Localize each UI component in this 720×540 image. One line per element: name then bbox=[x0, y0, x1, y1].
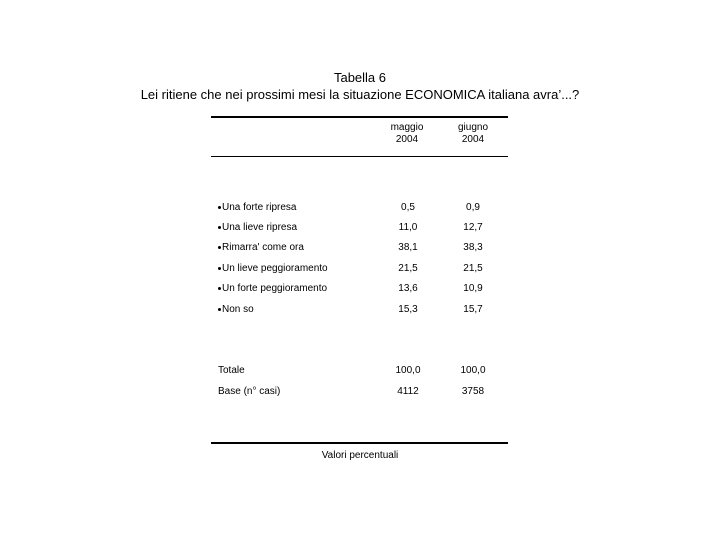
table-row bbox=[211, 304, 508, 318]
bullet-icon bbox=[218, 267, 221, 270]
row-value-maggio: 38,1 bbox=[398, 242, 418, 253]
row-value-maggio: 0,5 bbox=[401, 202, 415, 213]
row-value-maggio: 11,0 bbox=[398, 222, 418, 233]
column-header-line: maggio bbox=[390, 122, 424, 133]
row-label: Un lieve peggioramento bbox=[218, 263, 328, 274]
base-row bbox=[211, 386, 508, 400]
bullet-icon bbox=[218, 287, 221, 290]
row-value-maggio: 15,3 bbox=[398, 304, 418, 315]
base-value-maggio: 4112 bbox=[397, 386, 419, 397]
bottom-rule bbox=[211, 442, 508, 444]
table-title: Tabella 6 bbox=[333, 70, 387, 85]
column-header-line: giugno bbox=[457, 122, 489, 133]
top-rule bbox=[211, 116, 508, 118]
row-value-giugno: 10,9 bbox=[463, 283, 483, 294]
total-value-giugno: 100,0 bbox=[460, 365, 486, 376]
bullet-icon bbox=[218, 246, 221, 249]
row-label: Un forte peggioramento bbox=[218, 283, 327, 294]
row-label: Una forte ripresa bbox=[218, 202, 296, 213]
row-label: Una lieve ripresa bbox=[218, 222, 297, 233]
column-header-maggio bbox=[377, 122, 437, 146]
row-value-giugno: 0,9 bbox=[466, 202, 480, 213]
table-subtitle: Lei ritiene che nei prossimi mesi la situazione ECONOMICA italiana avra’...? bbox=[140, 87, 580, 102]
table-row bbox=[211, 263, 508, 277]
bullet-icon bbox=[218, 226, 221, 229]
row-label: Rimarra' come ora bbox=[218, 242, 304, 253]
header-rule bbox=[211, 156, 508, 157]
row-value-giugno: 21,5 bbox=[463, 263, 483, 274]
table-row bbox=[211, 202, 508, 216]
total-value-maggio: 100,0 bbox=[395, 365, 421, 376]
base-label: Base (n° casi) bbox=[218, 386, 281, 397]
column-header-line: 2004 bbox=[395, 134, 419, 145]
base-value-giugno: 3758 bbox=[461, 386, 485, 397]
table-row bbox=[211, 283, 508, 297]
footer-note: Valori percentuali bbox=[321, 450, 399, 461]
table-row bbox=[211, 222, 508, 236]
row-value-maggio: 13,6 bbox=[398, 283, 418, 294]
bullet-icon bbox=[218, 308, 221, 311]
column-header-giugno bbox=[443, 122, 503, 146]
total-row bbox=[211, 365, 508, 379]
row-value-maggio: 21,5 bbox=[398, 263, 418, 274]
bullet-icon bbox=[218, 206, 221, 209]
column-header-line: 2004 bbox=[461, 134, 485, 145]
table-row bbox=[211, 242, 508, 256]
row-label: Non so bbox=[218, 304, 254, 315]
total-label: Totale bbox=[218, 365, 245, 376]
row-value-giugno: 12,7 bbox=[463, 222, 483, 233]
row-value-giugno: 38,3 bbox=[463, 242, 483, 253]
row-value-giugno: 15,7 bbox=[463, 304, 483, 315]
